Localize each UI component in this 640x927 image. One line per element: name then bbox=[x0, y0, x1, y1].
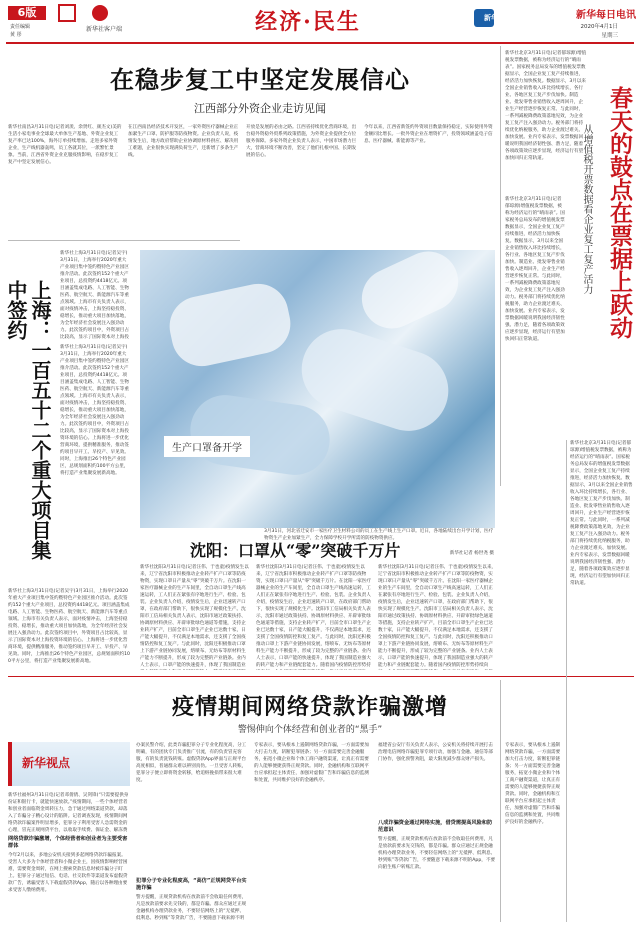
story2-headline: 上海：一百五十二个重大项目集中签约 bbox=[4, 280, 52, 560]
xinhua-viewpoint-label: 新华视点 bbox=[22, 756, 71, 770]
story5-column-4a: 福建省公安厅有关负责人表示，公安机关将持续开展打击治理电信网络诈骗犯罪专项行动，加强与金融、通信等部门协作，强化预警劝阻，最大限度减少群众财产损失。 bbox=[378, 743, 493, 762]
story5-section2-title: 犯罪分子专业化程度高，“高仿”正规网贷平台实施诈骗 bbox=[136, 878, 247, 891]
page-header bbox=[0, 0, 640, 42]
xinhua-client-label: 新华社客户端 bbox=[85, 26, 122, 33]
story1-column-1: 新华社南昌3月31日电(记者刘羡、余贤红、颜杰文)美的生活小家电事业全球最大单体生产基地、外资企业复工复产率已达100%，海外订单持续增加。走进多家外资企业，生产线机器轰鸣，员工各就其位，一派繁忙景象。当前，江西省外资企业克服疫情影响，在稳步复工复产中坚定发展信心。 bbox=[8, 125, 122, 165]
xinhua-viewpoint-badge bbox=[8, 742, 130, 786]
header-rule bbox=[6, 42, 634, 44]
editor-label: 责任编辑 bbox=[10, 24, 31, 30]
story5-section1-title: 网络贷款诈骗激增，个体经营者和创业者为主要受害群体 bbox=[8, 836, 128, 849]
photo-caption: 3月31日，河北省迁安市一家医疗卫生材料公司的员工在生产线上生产口罩。近日，各地陆续出台开学计划，医疗物资生产企业加紧生产，全力保障学校开学所需的防疫物资供应。 bbox=[264, 529, 494, 541]
story4-column-2: 新华社沈阳3月31日电(记者汪伟、于也童)疫情发生以来，辽宁省沈阳市积极推动企业转产扩产口罩等防疫物资，实现口罩日产量从“零”突破千万片。在沈阳一家医疗器械企业的生产车间里，全自动口罩生产线高速运转，工人们正在紧张有序地进行生产、检验、包装。企业负责人介绍，疫情发生后，企业迅速转产口罩，在政府部门帮助下，很快实现了规模化生产。沈阳市工信局相关负责人表示，沈阳市通过政策扶持、协调原材料供应、开辟审批绿色通道等措施，支持企业转产扩产，目前全市口罩生产企业已达数十家，日产能大幅提升，不仅满足本地需求，还支援了全国疫情防控和复工复产。与此同时，沈阳还积极推动口罩上下游产业链协同发展，熔喷布、无纺布等原材料生产能力不断提升，形成了较为完整的产业链条。业内人士表示，口罩产能的快速提升，体现了我国制造业强大的转产能力和产业链配套能力。随着国内疫情防控形势持 bbox=[256, 565, 372, 668]
photo-masks-production bbox=[140, 250, 495, 528]
section-title: 经济·民生 bbox=[255, 9, 361, 35]
divider bbox=[566, 440, 567, 922]
story3-column-bottom: 新华社北京3月31日电(记者郁琼源)增值税发票数据，被称为经济运行的“晴雨表”。国家税务总局发布的增值税发票数据显示，全国企业复工复产持续推进，经济活力加快恢复。数据显示，3月以来全国企业销售收入环比持续增长，各行业、各地区复工复产步伐加快。制造业、批发零售业销售收入逐周回升，企业生产经营逐步恢复正常。与此同时，一系列减税降费政策落地见效，为企业复工复产注入强劲动力。税务部门将持续优化纳税服务，助力企业渡过难关、加快发展。业内专家表示，发票数据回暖说明我国经济韧性强、潜力足，随着各项政策效应逐步显现，经济运行有望加快回归正常轨道。 bbox=[505, 197, 565, 342]
story3-headline: 春天的鼓点在票据上跃动 bbox=[606, 86, 633, 339]
issue-weekday: 星期三 bbox=[601, 33, 618, 39]
story4-column-1: 新华社沈阳3月31日电(记者汪伟、于也童)疫情发生以来，辽宁省沈阳市积极推动企业转产扩产口罩等防疫物资，实现口罩日产量从“零”突破千万片。在沈阳一家医疗器械企业的生产车间里，全自动口罩生产线高速运转，工人们正在紧张有序地进行生产、检验、包装。企业负责人介绍，疫情发生后，企业迅速转产口罩，在政府部门帮助下，很快实现了规模化生产。沈阳市工信局相关负责人表示，沈阳市通过政策扶持、协调原材料供应、开辟审批绿色通道等措施，支持企业转产扩产，目前全市口罩生产企业已达数十家，日产能大幅提升，不仅满足本地需求，还支援了全国疫情防控和复工复产。与此同时，沈阳还积极推动口罩上下游产业链协同发展，熔喷布、无纺布等原材料生产能力不断提升，形成了较为完整的产业链条。业内人士表示，口罩产能的快速提升，体现了我国制造业 bbox=[140, 565, 249, 668]
divider bbox=[500, 46, 501, 486]
story5-column-4b: 警方提醒，正规贷款机构在放款前不会收取任何费用，凡是放款前要求先交钱的，都是诈骗。群众应通过正规金融机构办理贷款业务，不要轻信网络上的“无抵押、低利息、秒到账”等贷款广告，不要随意下载来源不明的App，不要向陌生账户转账汇款。 bbox=[378, 837, 496, 870]
story5-column-5: 专家表示，要从根本上遏制网络贷款诈骗，一方面需要加大打击力度，斩断犯罪链条；另一方面需要完善金融服务，拓宽小微企业和个体工商户融资渠道，让真正有需要的人能够便捷获得正规贷款。同时，金融机构和互联网平台应承担起主体责任，加强对虚假广告和诈骗信息的监测和处置，共同维护良好的金融秩序。 bbox=[505, 743, 561, 825]
story1-subhead: 江西部分外资企业走访见闻 bbox=[194, 102, 326, 115]
story4-headline: 沈阳：口罩从“零”突破千万片 bbox=[190, 541, 401, 560]
story1-column-3: 开放是发展的必由之路。江西省持续优化营商环境，出台稳外资稳外贸系列政策措施，为外资企业提供全方位服务保障。多家外资企业负责人表示，中国市场潜力巨大，营商环境不断改善，坚定了他们扎根中国、长期发展的信心。 bbox=[246, 125, 357, 158]
masthead: 新华每日电讯 bbox=[576, 10, 636, 21]
story5-column-1b: 今年2月以来，多地公安机关接到多起网络贷款诈骗报案。受害人大多为个体经营者和小微企业主，因疫情影响经营困难，需要资金周转，在网上搜索贷款信息时被诈骗分子盯上。犯罪分子通过短信、电话、社交软件等渠道发布虚假贷款广告，诱骗受害人下载虚假贷款App，随后以各种理由要求受害人缴纳费用。 bbox=[8, 853, 128, 893]
story1-column-2: 在江西南昌经济技术开发区，一家外资医疗器械企业正加紧生产口罩、防护服等防疫物资。企业负责人说，疫情发生后，地方政府帮助企业协调原材料供应、解决用工难题，企业很快实现满负荷生产，还新增了多条生产线。 bbox=[128, 125, 239, 158]
story5-column-2b: 警方提醒，正规贷款机构在放款前不会收取任何费用，凡是放款前要求先交钱的，都是诈骗。群众应通过正规金融机构办理贷款业务，不要轻信网络上的“无抵押、低利息、秒到账”等贷款广告，不要随意下载来源不明 bbox=[136, 895, 247, 921]
story5-column-1a: 新华社福州3月31日电(记者邓倩倩、吴剑锋)“只需要提供身份证和银行卡，就能快速放款。”疫情期间，一些个体经营者和创业者面临资金周转压力，急于通过网络渠道贷款，却落入了诈骗分子精心设计的陷阱。记者调查发现，疫情期间网络贷款诈骗案件明显增多，犯罪分子利用受害人急需资金的心理，冒充正规网贷平台，以收取手续费、保证金、解冻费 bbox=[8, 793, 129, 833]
story1-column-4: 今年以来，江西省新签约外资项目数量保持稳定，实际使用外资金额同比增长。一批外资企业在增资扩产，投资领域涵盖电子信息、医疗器械、新能源等产业。 bbox=[364, 125, 493, 144]
divider bbox=[8, 240, 240, 241]
story5-subhead: 警惕伸向个体经营和创业者的“黑手” bbox=[237, 725, 383, 735]
photo-credit: 新华社记者 杨世尧 摄 bbox=[449, 551, 494, 556]
story2-body-top: 新华社上海3月31日电(记者吴宇)3月31日，上海举行2020年重大产业项目集中签约暨特色产业园区推介活动。此次签约152个重大产业项目，总投资约4418亿元。项目涵盖集成电路、人工智能、生物医药、航空航天、新能源汽车等重点领域。上海市有关负责人表示，面对疫情冲击，上海坚持稳投资、稳增长，推动重大项目加快落地，为全年经济社会发展注入强劲动力。此次签约项目中，外资项目占比较高，显示了国际资本对上海投 bbox=[60, 251, 129, 340]
story5-column-2: 办案民警介绍，此类诈骗犯罪分子专业化程度高，分工明确，有的团伙专门负责推广引流，有的负责冒充客服，有的负责洗钱转账。虚假贷款App界面与正规平台高度相似，普通群众难以辨别真伪。一旦受害人转账，犯罪分子便立即将资金转移，给追赃挽损带来很大难度。 bbox=[136, 743, 247, 783]
page-number-badge: 6版 bbox=[8, 6, 46, 20]
story5-column-3: 专家表示，要从根本上遏制网络贷款诈骗，一方面需要加大打击力度，斩断犯罪链条；另一方面需要完善金融服务，拓宽小微企业和个体工商户融资渠道，让真正有需要的人能够便捷获得正规贷款。同时，金融机构和互联网平台应承担起主体责任，加强对虚假广告和诈骗信息的监测和处置，共同维护良好的金融秩序。 bbox=[254, 743, 369, 783]
story1-headline: 在稳步复工中坚定发展信心 bbox=[110, 65, 410, 94]
story5-section3-title: 八成诈骗资金通过网络实施，借贷需提高风险和防范意识 bbox=[378, 820, 493, 833]
xinhuanet-app-icon bbox=[472, 5, 512, 31]
xinhua-client-qr bbox=[58, 4, 76, 22]
story3-column-continued: 新华社北京3月31日电(记者郁琼源)增值税发票数据，被称为经济运行的“晴雨表”。国家税务总局发布的增值税发票数据显示，全国企业复工复产持续推进，经济活力加快恢复。数据显示，3月以来全国企业销售收入环比持续增长，各行业、各地区复工复产步伐加快。制造业、批发零售业销售收入逐周回升，企业生产经营逐步恢复正常。与此同时，一系列减税降费政策落地见效，为企业复工复产注入强劲动力。税务部门将持续优化纳税服务，助力企业渡过难关、加快发展。业内专家表示，发票数据回暖说明我国经济韧性强、潜力足，随着各项政策效应逐步显现，经济运行有望加快回归正常轨道。 bbox=[570, 441, 633, 586]
story3-subhead: 从增值税开票数据看企业复工复产活力 bbox=[581, 124, 592, 294]
photo-caption-tag: 生产口罩备开学 bbox=[164, 436, 250, 457]
xinhua-client-logo bbox=[80, 5, 120, 21]
story4-column-3: 新华社沈阳3月31日电(记者汪伟、于也童)疫情发生以来，辽宁省沈阳市积极推动企业转产扩产口罩等防疫物资，实现口罩日产量从“零”突破千万片。在沈阳一家医疗器械企业的生产车间里，全自动口罩生产线高速运转，工人们正在紧张有序地进行生产、检验、包装。企业负责人介绍，疫情发生后，企业迅速转产口罩，在政府部门帮助下，很快实现了规模化生产。沈阳市工信局相关负责人表示，沈阳市通过政策扶持、协调原材料供应、开辟审批绿色通道等措施，支持企业转产扩产，目前全市口罩生产企业已达数十家，日产能大幅提升，不仅满足本地需求，还支援了全国疫情防控和复工复产。与此同时，沈阳还积极推动口罩上下游产业链协同发展，熔喷布、无纺布等原材料生产能力不断提升，形成了较为完整的产业链条。业内人士表示，口罩产能的快速提升，体现了我国制造业强大的转产能力和产业链配套能力。随着国内疫情防控形势持续向 bbox=[378, 565, 496, 668]
divider bbox=[500, 680, 501, 922]
story2-body-right: 新华社上海3月31日电(记者吴宇)3月31日，上海举行2020年重大产业项目集中签约暨特色产业园区推介活动。此次签约152个重大产业项目，总投资约4418亿元。项目涵盖集成电路、人工智能、生物医药、航空航天、新能源汽车等重点领域。上海市有关负责人表示，面对疫情冲击，上海坚持稳投资、稳增长，推动重大项目加快落地，为全年经济社会发展注入强劲动力。此次签约项目中，外资项目占比较高，显示了国际资本对上海投资环境的信心。上海将进一步优化营商环境，提供精准服务，推动签约项目早开工、早投产、早见效。同时，上海推出26个特色产业园区，总规划面积约100平方公里，将打造产业集聚发展新高地。 bbox=[8, 589, 130, 664]
issue-date: 2020年4月1日 bbox=[580, 24, 618, 30]
story3-lead: 新华社北京3月31日电(记者郁琼源)增值税发票数据，被称为经济运行的“晴雨表”。国家税务总局发布的增值税发票数据显示，全国企业复工复产持续推进，经济活力加快恢复。数据显示，3月以来全国企业销售收入环比持续增长，各行业、各地区复工复产步伐加快。制造业、批发零售业销售收入逐周回升，企业生产经营逐步恢复正常。与此同时，一系列减税降费政策落地见效，为企业复工复产注入强劲动力。税务部门将持续优化纳税服务，助力企业渡过难关、加快发展。业内专家表示，发票数据回暖说明我国经济韧性强、潜力足，随着各项政策效应逐步显现，经济运行有望加快回归正常轨道。 bbox=[505, 51, 587, 161]
editor-name: 黄 彤 bbox=[10, 32, 22, 38]
story2-body-left: 新华社上海3月31日电(记者吴宇)3月31日，上海举行2020年重大产业项目集中签约暨特色产业园区推介活动。此次签约152个重大产业项目，总投资约4418亿元。项目涵盖集成电路、人工智能、生物医药、航空航天、新能源汽车等重点领域。上海市有关负责人表示，面对疫情冲击，上海坚持稳投资、稳增长，推动重大项目加快落地，为全年经济社会发展注入强劲动力。此次签约项目中，外资项目占比较高，显示了国际资本对上海投资环境的信心。上海将进一步优化营商环境，提供精准服务，推动签约项目早开工、早投产、早见效。同时，上海推出26个特色产业园区，总规划面积约100平方公里，将打造产业集聚发展新高地。 bbox=[60, 345, 129, 476]
app-logo-text: 新华网 bbox=[484, 14, 505, 22]
divider bbox=[8, 676, 634, 677]
story5-headline: 疫情期间网络贷款诈骗激增 bbox=[171, 694, 448, 720]
